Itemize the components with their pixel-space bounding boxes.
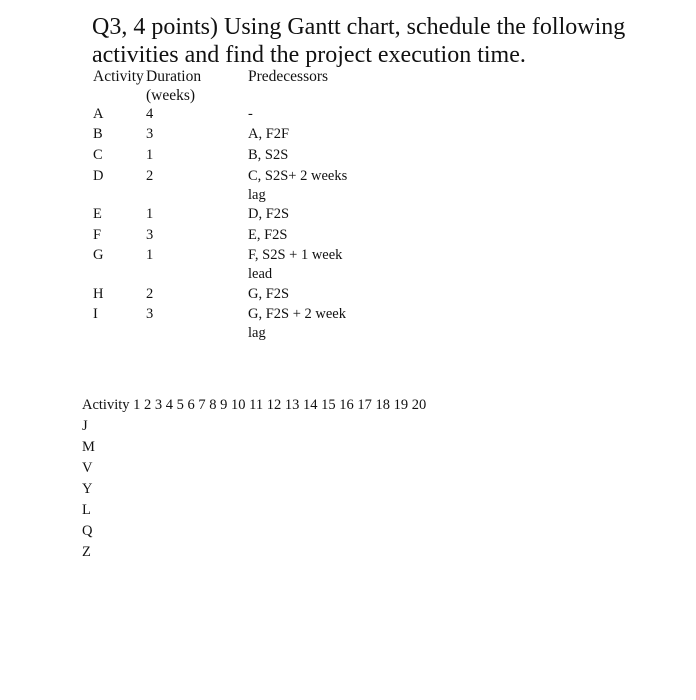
header-predecessors: Predecessors: [248, 68, 329, 85]
predecessor-cell: G, F2S + 2 week: [248, 306, 346, 322]
duration-cell: 2: [146, 286, 154, 302]
duration-cell: 1: [146, 247, 154, 263]
activity-cell: I: [93, 306, 98, 322]
question-title-line-1: Q3, 4 points) Using Gantt chart, schedule the following: [92, 14, 626, 40]
duration-cell: 4: [146, 106, 154, 122]
duration-cell: 3: [146, 126, 154, 142]
predecessor-cell: F, S2S + 1 week: [248, 247, 343, 263]
activity-cell: C: [93, 147, 103, 163]
gantt-row-label: Y: [82, 481, 93, 497]
predecessor-cell-continued: lag: [248, 325, 266, 341]
gantt-row-label: Q: [82, 523, 93, 539]
activity-cell: E: [93, 206, 102, 222]
activity-cell: A: [93, 106, 104, 122]
duration-cell: 3: [146, 227, 154, 243]
activity-cell: H: [93, 286, 104, 302]
gantt-header: Activity 1 2 3 4 5 6 7 8 9 10 11 12 13 14 15 16 17 18 19 20: [82, 397, 427, 413]
predecessor-cell: E, F2S: [248, 227, 288, 243]
predecessor-cell: D, F2S: [248, 206, 290, 222]
header-activity: Activity: [93, 68, 144, 85]
predecessor-cell-continued: lag: [248, 187, 266, 203]
gantt-row-label: J: [82, 418, 88, 434]
activity-cell: G: [93, 247, 104, 263]
predecessor-cell: G, F2S: [248, 286, 290, 302]
predecessor-cell: -: [248, 106, 253, 122]
duration-cell: 3: [146, 306, 154, 322]
predecessor-cell: B, S2S: [248, 147, 289, 163]
activity-cell: D: [93, 168, 104, 184]
activity-cell: B: [93, 126, 103, 142]
gantt-row-label: Z: [82, 544, 91, 560]
activity-cell: F: [93, 227, 102, 243]
header-duration: Duration: [146, 68, 202, 85]
gantt-row-label: M: [82, 439, 95, 455]
gantt-row-label: V: [82, 460, 93, 476]
duration-cell: 2: [146, 168, 154, 184]
predecessor-cell: C, S2S+ 2 weeks: [248, 168, 348, 184]
predecessor-cell: A, F2F: [248, 126, 290, 142]
predecessor-cell-continued: lead: [248, 266, 273, 282]
duration-cell: 1: [146, 206, 154, 222]
gantt-row-label: L: [82, 502, 91, 518]
question-title-line-2: activities and find the project execution time.: [92, 42, 526, 68]
duration-cell: 1: [146, 147, 154, 163]
header-duration-unit: (weeks): [146, 87, 196, 104]
